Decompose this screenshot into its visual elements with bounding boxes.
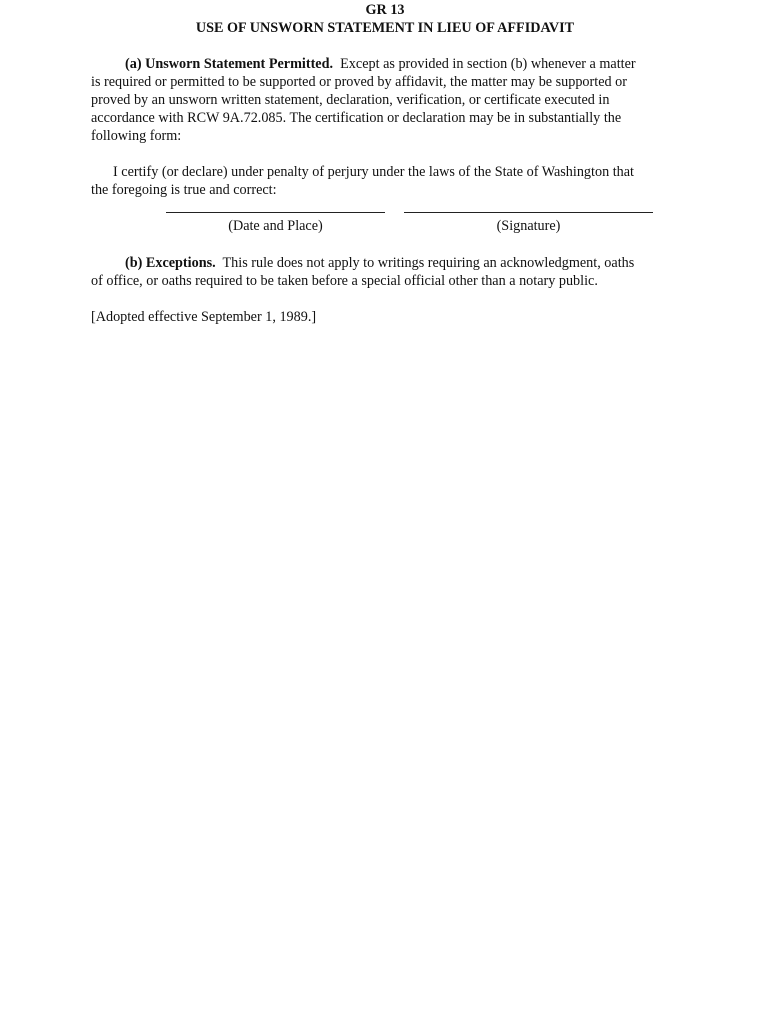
section-a-line: accordance with RCW 9A.72.085. The certification or declaration may be in substantially the	[91, 110, 622, 126]
section-b-line: (b) Exceptions. This rule does not apply to writings requiring an acknowledgment, oaths	[125, 255, 635, 271]
signature-line	[404, 212, 653, 213]
certification-paragraph	[91, 163, 681, 199]
date-place-line	[166, 212, 385, 213]
rule-number: GR 13	[365, 2, 405, 18]
section-a-line: (a) Unsworn Statement Permitted. Except as provided in section (b) whenever a matter	[125, 56, 636, 72]
certification-line: the foregoing is true and correct:	[91, 182, 277, 198]
date-place-caption: (Date and Place)	[228, 218, 323, 234]
certification-line: I certify (or declare) under penalty of perjury under the laws of the State of Washington that	[113, 164, 634, 180]
section-a-line: following form:	[91, 128, 182, 144]
section-a-label: (a) Unsworn Statement Permitted.	[125, 56, 334, 72]
section-b-label: (b) Exceptions.	[125, 255, 216, 271]
adopted-note: [Adopted effective September 1, 1989.]	[91, 309, 317, 325]
signature-caption: (Signature)	[496, 218, 561, 234]
rule-title: USE OF UNSWORN STATEMENT IN LIEU OF AFFIDAVIT	[195, 20, 575, 36]
section-a-paragraph	[91, 55, 681, 145]
section-b-paragraph	[91, 254, 681, 290]
section-b-line: of office, or oaths required to be taken before a special official other than a notary public.	[91, 273, 598, 289]
section-a-line: is required or permitted to be supported or proved by affidavit, the matter may be supported or	[91, 74, 627, 90]
section-a-line: proved by an unsworn written statement, declaration, verification, or certificate executed in	[91, 92, 610, 108]
